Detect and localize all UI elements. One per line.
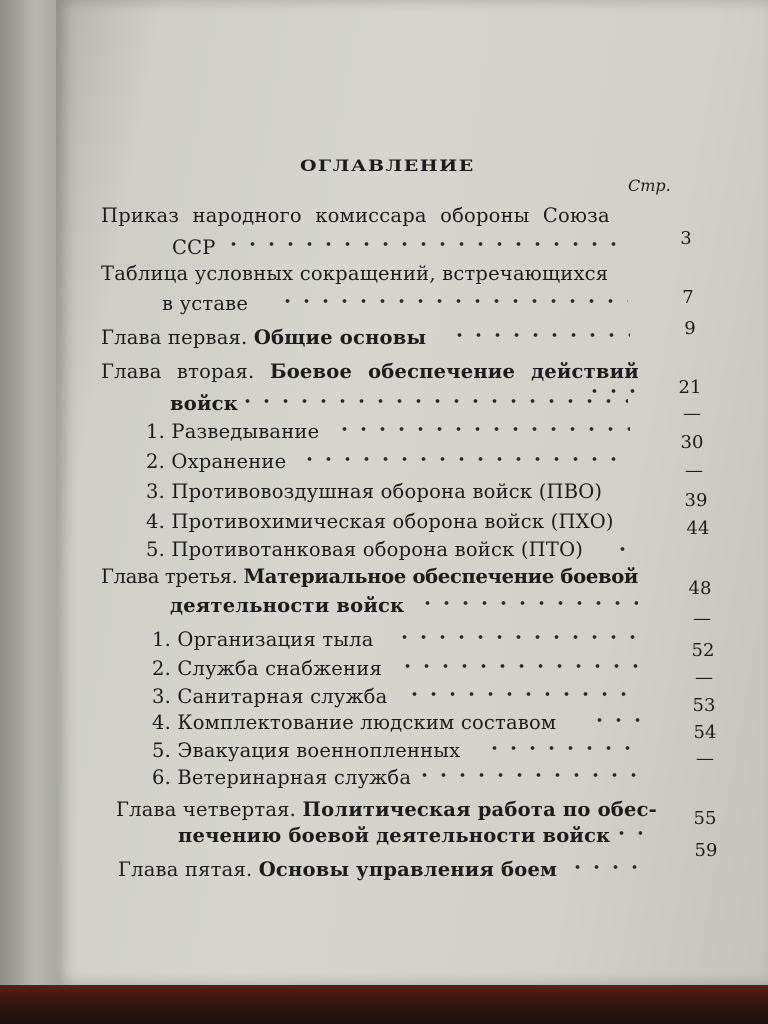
page-number: 54 [693, 722, 717, 743]
chapter-prefix: Глава третья. [101, 565, 238, 588]
toc-entry-abbrev-line1: Таблица условных сокращений, встречающихся [101, 262, 609, 285]
toc-entry-order-line1: Приказ народного комиссара обороны Союза [101, 204, 610, 227]
toc-chapter-3-line2 [170, 594, 404, 617]
chapter-title: Политическая работа по обес- [302, 798, 657, 821]
toc-section-3-3: 3. Санитарная служба [152, 685, 388, 708]
toc-leader-dots [415, 772, 640, 778]
page-number: — [696, 748, 714, 769]
toc-leader-dots [590, 717, 640, 723]
chapter-prefix: Глава пятая. [118, 858, 253, 881]
toc-leader-dots [398, 663, 638, 669]
toc-chapter-2-line2 [170, 392, 238, 415]
page-number: 3 [680, 228, 692, 249]
toc-leader-dots [612, 830, 642, 836]
toc-section-3-6: 6. Ветеринарная служба [152, 766, 412, 789]
toc-leader-dots [568, 864, 643, 870]
chapter-prefix: Глава первая. [101, 326, 248, 349]
toc-leader-dots [335, 426, 630, 432]
page-number: — [685, 460, 703, 481]
page-column-header: Стр. [628, 176, 671, 195]
toc-leader-dots [613, 546, 637, 552]
toc-section-3-4: 4. Комплектование людским составом [152, 711, 557, 734]
toc-leader-dots [278, 298, 628, 304]
toc-chapter-3-line1 [101, 565, 638, 588]
page-title: ОГЛАВЛЕНИЕ [300, 156, 475, 176]
toc-leader-dots [418, 600, 638, 606]
page-number: 52 [691, 640, 715, 661]
toc-section-2-2: 2. Охранение [146, 450, 287, 473]
chapter-title: печению боевой деятельности войск [178, 824, 611, 847]
toc-entry-abbrev-line2: в уставе [162, 292, 249, 315]
toc-chapter-2-line1 [101, 360, 639, 383]
chapter-title: Материальное обеспечение боевой [243, 565, 639, 588]
toc-leader-dots [485, 745, 640, 751]
toc-leader-dots [395, 634, 635, 640]
toc-section-3-1: 1. Организация тыла [152, 628, 374, 651]
toc-entry-order-line2: ССР [172, 236, 216, 259]
toc-leader-dots [405, 691, 640, 697]
toc-chapter-5 [118, 858, 557, 881]
chapter-title: Общие основы [253, 326, 427, 349]
toc-section-3-2: 2. Служба снабжения [152, 657, 382, 680]
toc-leader-dots [238, 398, 628, 404]
page-number: — [693, 608, 711, 629]
toc-section-2-4: 4. Противохимическая оборона войск (ПХО) [146, 510, 614, 533]
chapter-prefix: Глава четвертая. [116, 798, 297, 821]
chapter-title: Основы управления боем [258, 858, 558, 881]
page-number: — [695, 667, 713, 688]
page-number: 59 [694, 840, 718, 861]
toc-chapter-4-line1 [116, 798, 657, 821]
page-number: — [683, 403, 701, 424]
toc-leader-dots [224, 241, 624, 247]
page-number: 48 [688, 578, 712, 599]
chapter-title: Боевое обеспечение действий [269, 360, 639, 383]
toc-chapter-1 [101, 326, 426, 349]
toc-leader-dots [300, 456, 630, 462]
page-number: 55 [693, 808, 717, 829]
toc-leader-dots [450, 332, 630, 338]
toc-section-2-3: 3. Противовоздушная оборона войск (ПВО) [146, 480, 603, 503]
page-number: 30 [680, 432, 704, 453]
chapter-prefix: Глава вторая. [101, 360, 255, 383]
chapter-title: войск [170, 392, 238, 415]
toc-section-2-1: 1. Разведывание [146, 420, 320, 443]
toc-chapter-4-line2 [178, 824, 610, 847]
toc-leader-dots [585, 388, 635, 394]
page-number: 9 [684, 318, 696, 339]
page-number: 44 [686, 518, 710, 539]
page-number: 53 [692, 695, 716, 716]
toc-section-3-5: 5. Эвакуация военнопленных [152, 739, 461, 762]
page-number: 39 [684, 490, 708, 511]
page-number: 7 [682, 287, 694, 308]
chapter-title: деятельности войск [170, 594, 405, 617]
toc-section-2-5: 5. Противотанковая оборона войск (ПТО) [146, 538, 584, 561]
page-number: 21 [678, 377, 702, 398]
